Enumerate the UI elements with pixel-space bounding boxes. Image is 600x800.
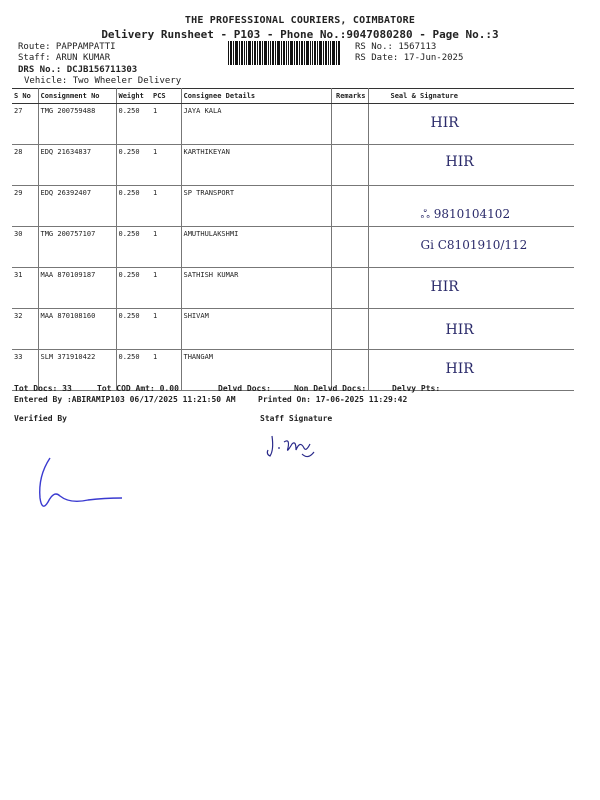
drs-label: DRS No.: DCJB156711303 (18, 65, 138, 75)
handwritten-signature: HIR (430, 279, 459, 295)
cell-signature (368, 227, 574, 268)
rs-no: RS No.: 1567113 (355, 42, 437, 52)
cell-weight: 0.250 (116, 186, 151, 227)
company-title: THE PROFESSIONAL COURIERS, COIMBATORE (184, 15, 416, 26)
table-row (12, 309, 574, 350)
route-label: Route: PAPPAMPATTI (18, 42, 116, 52)
staff-signature-scribble (262, 430, 342, 464)
cell-weight: 0.250 (116, 309, 151, 350)
entered-by: Entered By :ABIRAMIP103 06/17/2025 11:21:50 AM (14, 395, 236, 404)
cell-signature (368, 104, 574, 145)
cell-consignment: EDQ 26392407 (38, 186, 116, 227)
non-delvd-docs: Non Delvd Docs: (294, 384, 367, 393)
col-header-weight: Weight (116, 89, 151, 104)
staff-signature-label: Staff Signature (260, 414, 333, 423)
table-row (12, 227, 574, 268)
table-row (12, 268, 574, 309)
cell-sno: 31 (12, 268, 38, 309)
handwritten-signature: HIR (445, 322, 474, 338)
col-header-consignment: Consignment No (38, 89, 116, 104)
verified-by-label: Verified By (14, 414, 67, 423)
cell-sno: 32 (12, 309, 38, 350)
table-row (12, 186, 574, 227)
cell-remarks (331, 227, 368, 268)
cell-remarks (331, 186, 368, 227)
col-header-sno: S No (12, 89, 38, 104)
cell-consignment: TMG 200759488 (38, 104, 116, 145)
cell-consignment: SLM 371910422 (38, 350, 116, 391)
cell-sno: 30 (12, 227, 38, 268)
col-header-consignee: Consignee Details (181, 89, 331, 104)
cell-consignment: MAA 870109187 (38, 268, 116, 309)
delvd-docs: Delvd Docs: (218, 384, 271, 393)
handwritten-signature: HIR (445, 361, 474, 377)
cell-weight: 0.250 (116, 268, 151, 309)
vehicle-label: Vehicle: Two Wheeler Delivery (24, 76, 182, 86)
printed-on: Printed On: 17-06-2025 11:29:42 (258, 395, 408, 404)
table-header-row (12, 89, 574, 104)
table-row (12, 104, 574, 145)
handwritten-signature: HIR (430, 115, 459, 131)
cell-consignee: KARTHIKEYAN (181, 145, 331, 186)
cell-signature (368, 309, 574, 350)
col-header-signature: Seal & Signature (368, 89, 574, 104)
cell-remarks (331, 309, 368, 350)
cell-sno: 33 (12, 350, 38, 391)
cell-consignee: SP TRANSPORT (181, 186, 331, 227)
runsheet-table (12, 88, 574, 391)
table-row (12, 145, 574, 186)
cell-weight: 0.250 (116, 227, 151, 268)
cell-remarks (331, 104, 368, 145)
cell-pcs: 1 (151, 268, 181, 309)
col-header-remarks: Remarks (331, 89, 368, 104)
cell-consignee: SATHISH KUMAR (181, 268, 331, 309)
handwritten-signature: ஃ 9810104102 (420, 207, 511, 221)
handwritten-signature: Gi C8101910/112 (420, 238, 528, 252)
handwritten-signature: HIR (445, 154, 474, 170)
verifier-signature-scribble (30, 452, 130, 514)
cell-consignee: SHIVAM (181, 309, 331, 350)
cell-signature (368, 268, 574, 309)
cell-signature (368, 186, 574, 227)
cell-weight: 0.250 (116, 350, 151, 391)
runsheet-title: Delivery Runsheet - P103 - Phone No.:9047080280 - Page No.:3 (101, 28, 499, 41)
cell-weight: 0.250 (116, 145, 151, 186)
cell-pcs: 1 (151, 186, 181, 227)
barcode-image (228, 41, 340, 65)
cell-consignment: TMG 200757107 (38, 227, 116, 268)
cell-weight: 0.250 (116, 104, 151, 145)
cell-remarks (331, 268, 368, 309)
cell-consignee: AMUTHULAKSHMI (181, 227, 331, 268)
col-header-pcs: PCS (151, 89, 181, 104)
cell-remarks (331, 145, 368, 186)
cell-sno: 27 (12, 104, 38, 145)
rs-date: RS Date: 17-Jun-2025 (355, 53, 464, 63)
cell-pcs: 1 (151, 309, 181, 350)
tot-docs: Tot Docs: 33 (14, 384, 72, 393)
cell-consignment: MAA 870108160 (38, 309, 116, 350)
cell-pcs: 1 (151, 145, 181, 186)
cell-sno: 28 (12, 145, 38, 186)
cell-sno: 29 (12, 186, 38, 227)
cell-consignment: EDQ 21634837 (38, 145, 116, 186)
cell-signature (368, 145, 574, 186)
cell-pcs: 1 (151, 350, 181, 391)
cell-consignee: THANGAM (181, 350, 331, 391)
cell-pcs: 1 (151, 104, 181, 145)
cell-consignee: JAYA KALA (181, 104, 331, 145)
tot-cod-amt: Tot COD Amt: 0.00 (97, 384, 179, 393)
delvy-pts: Delvy Pts: (392, 384, 441, 393)
staff-label: Staff: ARUN KUMAR (18, 53, 111, 63)
cell-pcs: 1 (151, 227, 181, 268)
